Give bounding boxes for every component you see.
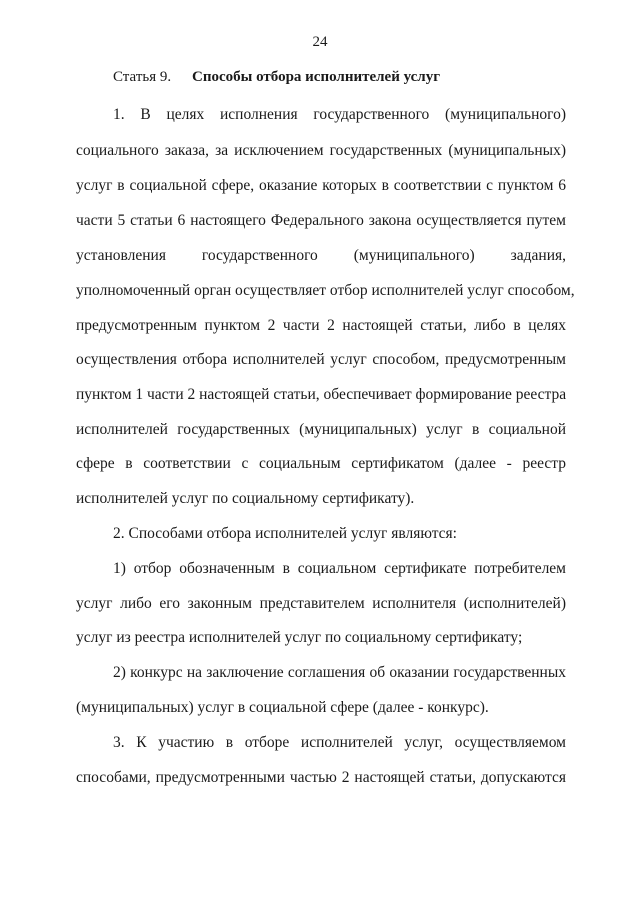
text-line: установления государственного (муниципального) задания,	[76, 247, 566, 264]
text-line: 1. В целях исполнения государственного (муниципального)	[113, 106, 566, 123]
text-line: предусмотренным пунктом 2 части 2 настоящей статьи, либо в целях	[76, 317, 566, 334]
text-line: исполнителей услуг по социальному сертификату).	[76, 490, 415, 507]
text-line: 2) конкурс на заключение соглашения об оказании государственных	[113, 664, 566, 681]
article-heading	[113, 69, 440, 86]
text-line: уполномоченный орган осуществляет отбор исполнителей услуг способом,	[76, 282, 575, 299]
text-line: осуществления отбора исполнителей услуг способом, предусмотренным	[76, 351, 566, 368]
article-label: Статья 9.	[113, 69, 172, 85]
text-line: сфере в соответствии с социальным сертификатом (далее - реестр	[76, 455, 566, 472]
text-line: услуг в социальной сфере, оказание которых в соответствии с пунктом 6	[76, 177, 566, 194]
text-line: пунктом 1 части 2 настоящей статьи, обеспечивает формирование реестра	[76, 386, 567, 403]
text-line: (муниципальных) услуг в социальной сфере (далее - конкурс).	[76, 699, 489, 716]
text-line: способами, предусмотренными частью 2 настоящей статьи, допускаются	[76, 769, 566, 786]
text-line: 3. К участию в отборе исполнителей услуг, осуществляемом	[113, 734, 566, 751]
text-line: 2. Способами отбора исполнителей услуг являются:	[113, 525, 457, 542]
text-line: социального заказа, за исключением государственных (муниципальных)	[76, 142, 566, 159]
text-line: части 5 статьи 6 настоящего Федерального закона осуществляется путем	[76, 212, 566, 229]
article-title: Способы отбора исполнителей услуг	[192, 69, 441, 85]
text-line: 1) отбор обозначенным в социальном сертификате потребителем	[113, 560, 566, 577]
text-line: услуг из реестра исполнителей услуг по социальному сертификату;	[76, 629, 523, 646]
text-line: услуг либо его законным представителем исполнителя (исполнителей)	[76, 595, 566, 612]
page-number: 24	[312, 34, 328, 50]
text-line: исполнителей государственных (муниципальных) услуг в социальной	[76, 421, 566, 438]
